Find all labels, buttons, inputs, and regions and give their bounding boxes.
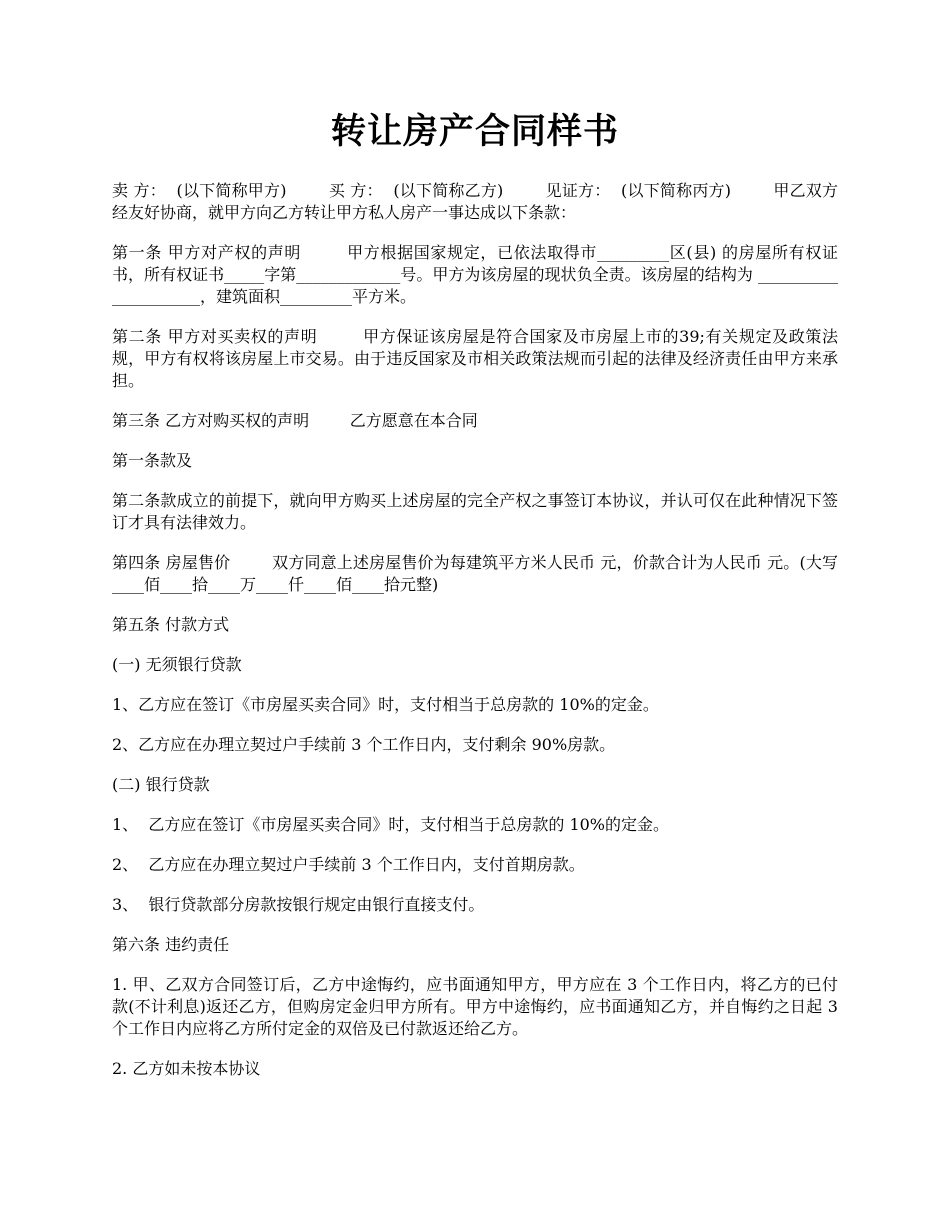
article-5-heading: 第五条 付款方式 bbox=[112, 615, 230, 634]
parties-paragraph: 卖 方： (以下简称甲方) 买 方： (以下简称乙方) 见证方： (以下简称丙方) 甲乙双方经友好协商，就甲方向乙方转让甲方私人房产一事达成以下条款： bbox=[112, 181, 838, 222]
document-title: 转让房产合同样书 bbox=[330, 111, 619, 152]
article-3-paragraph: 第三条 乙方对购买权的声明 乙方愿意在本合同 bbox=[112, 411, 478, 430]
no-loan-heading: (一) 无须银行贷款 bbox=[112, 655, 242, 674]
article-2-paragraph: 第二条 甲方对买卖权的声明 甲方保证该房屋是符合国家及市房屋上市的39;有关规定及政策法规，甲方有权将该房屋上市交易。由于违反国家及市相关政策法规而引起的法律及经济责任由甲方来承担。 bbox=[112, 327, 838, 390]
breach-item-1: 1. 甲、乙双方合同签订后，乙方中途悔约，应书面通知甲方，甲方应在 3 个工作日内，将乙方的已付款(不计利息)返还乙方，但购房定金归甲方所有。甲方中途悔约，应书面通知乙方，并自悔约之日起 3 个工作日内应将乙方所付定金的双倍及已付款返还给乙方。 bbox=[112, 975, 844, 1038]
breach-item-2: 2. 乙方如未按本协议 bbox=[112, 1059, 261, 1078]
bank-loan-item-2: 2、 乙方应在办理立契过户手续前 3 个工作日内，支付首期房款。 bbox=[112, 855, 585, 874]
article-3-continued-paragraph: 第一条款及 bbox=[112, 451, 193, 470]
document-body bbox=[112, 180, 844, 1080]
no-loan-item-1: 1、乙方应在签订《市房屋买卖合同》时，支付相当于总房款的 10%的定金。 bbox=[112, 695, 659, 714]
article-6-heading: 第六条 违约责任 bbox=[112, 935, 230, 954]
bank-loan-item-3: 3、 银行贷款部分房款按银行规定由银行直接支付。 bbox=[112, 895, 485, 914]
bank-loan-item-1: 1、 乙方应在签订《市房屋买卖合同》时，支付相当于总房款的 10%的定金。 bbox=[112, 815, 670, 834]
bank-loan-heading: (二) 银行贷款 bbox=[112, 775, 210, 794]
article-3-condition-paragraph: 第二条款成立的前提下，就向甲方购买上述房屋的完全产权之事签订本协议，并认可仅在此种情况下签订才具有法律效力。 bbox=[112, 491, 838, 532]
article-4-paragraph: 第四条 房屋售价 双方同意上述房屋售价为每建筑平方米人民币 元，价款合计为人民币 元。(大写____佰____拾____万____仟____佰____拾元整) bbox=[112, 553, 838, 594]
no-loan-item-2: 2、乙方应在办理立契过户手续前 3 个工作日内，支付剩余 90%房款。 bbox=[112, 735, 616, 754]
article-1-paragraph: 第一条 甲方对产权的声明 甲方根据国家规定，已依法取得市_________区(县) 的房屋所有权证书，所有权证书_____字第_____________号。甲方为该房屋的现状负全责。该房屋的结构为 _____________________，建筑面积_________平方米。 bbox=[112, 243, 838, 306]
